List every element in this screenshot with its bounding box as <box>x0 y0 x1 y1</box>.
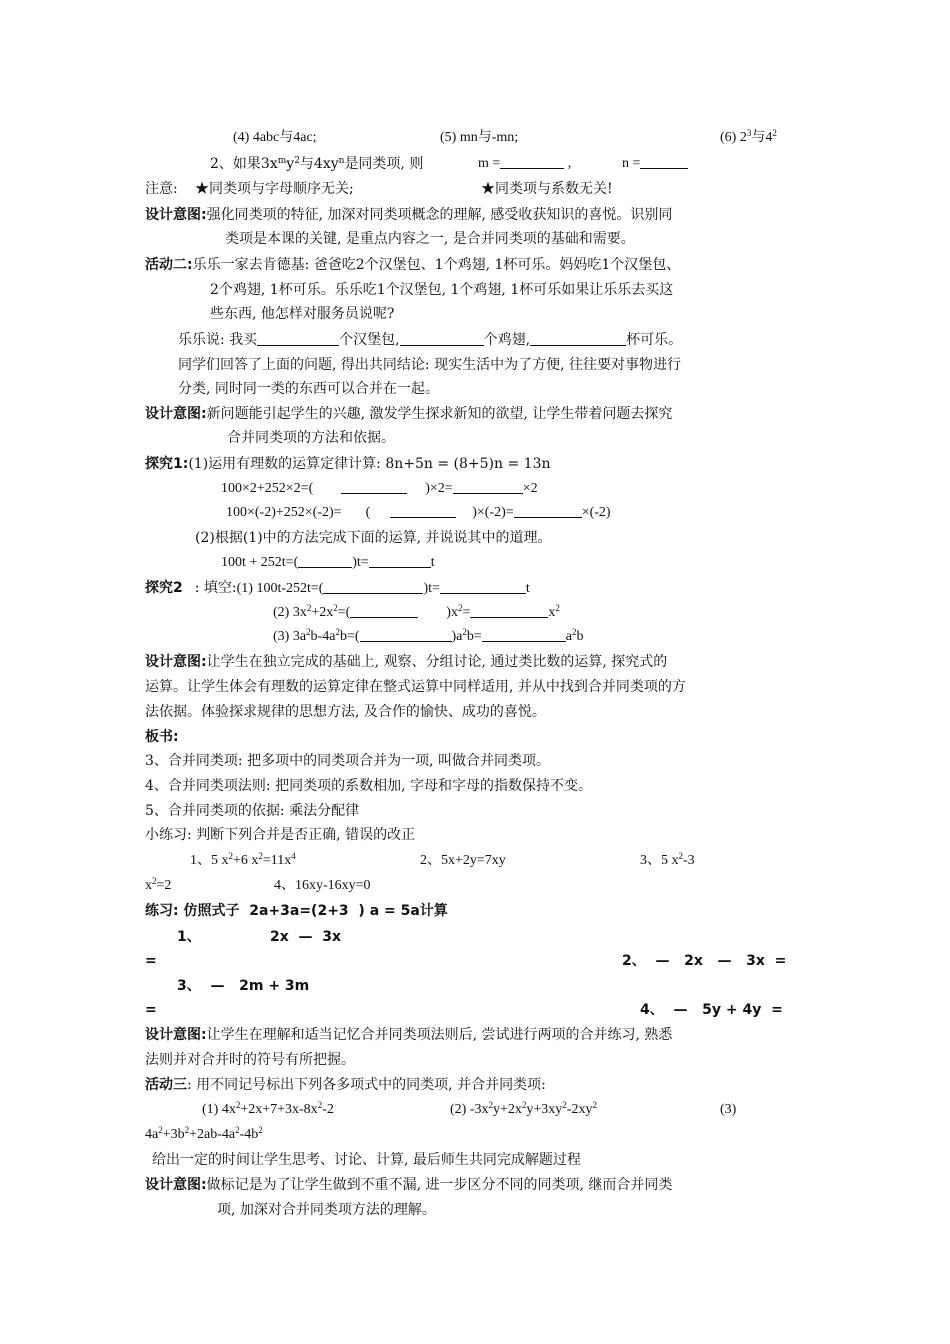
conclusion-cont: 分类, 同时同一类的东西可以合并在一起。 <box>178 381 439 397</box>
blank-2a1[interactable] <box>323 579 423 594</box>
note-label: 注意: <box>145 181 178 197</box>
quiz-2: 2、5x+2y=7xy <box>420 853 506 868</box>
lele-says: 乐乐说: 我买 个汉堡包, 个鸡翅, 杯可乐。 <box>178 332 683 348</box>
design-intent-2: 设计意图:新问题能引起学生的兴趣, 激发学生探求新知的欲望, 让学生带着问题去探究 <box>145 406 673 422</box>
blank-e1[interactable] <box>298 553 352 568</box>
design-intent-3-l2: 运算。让学生体会有理数的运算定律在整式运算中同样适用, 并从中找到合并同类项的方 <box>145 679 686 695</box>
note-2: ★同类项与系数无关! <box>481 181 613 197</box>
blank-n[interactable] <box>640 154 688 169</box>
design-intent-1: 设计意图:强化同类项的特征, 加深对同类项概念的理解, 感受收获知识的喜悦。识别同 <box>145 207 673 223</box>
activity-2-line3: 些东西, 他怎样对服务员说呢? <box>210 306 395 322</box>
blank-cola[interactable] <box>530 331 626 346</box>
activity-3-e1: (1) $4x^2+2x+7+3x-8x^2-2$ <box>202 1100 334 1117</box>
blank-2c1[interactable] <box>360 627 452 642</box>
board-3: 3、合并同类项: 把多项中的同类项合并为一项, 叫做合并同类项。 <box>145 753 550 769</box>
practice-3-eq: = <box>145 1002 157 1018</box>
activity-3-give: 给出一定的时间让学生思考、讨论、计算, 最后师生共同完成解题过程 <box>152 1152 581 1168</box>
explore-1: 探究1:(1)运用有理数的运算定律计算: 8n+5n = (8+5)n = 13n <box>145 456 551 472</box>
blank-2b2[interactable] <box>470 603 548 618</box>
design-intent-3-l3: 法依据。体验探求规律的思想方法, 及合作的愉快、成功的喜悦。 <box>145 704 546 720</box>
example-5: (5) mn与-mn; <box>440 130 519 145</box>
blank-2c2[interactable] <box>482 627 566 642</box>
explore-1-c: 100×(-2)+252×(-2)= ( )×(-2)= ×(-2) <box>226 505 611 520</box>
board-4: 4、合并同类项法则: 把同类项的系数相加, 字母和字母的指数保持不变。 <box>145 778 592 794</box>
practice-1: 1、 <box>177 929 201 945</box>
note-1: ★同类项与字母顺序无关; <box>195 181 354 197</box>
design-intent-5: 设计意图:做标记是为了让学生做到不重不漏, 进一步区分不同的同类项, 继而合并同类 <box>145 1177 673 1193</box>
explore-1-e: 100t + 252t=( )t= t <box>221 555 435 570</box>
example-6: (6) $2^3$与$4^2$ <box>720 128 777 145</box>
answer-n: n = <box>622 154 688 174</box>
explore-1-b: 100×2+252×2=( )×2= ×2 <box>221 481 538 496</box>
explore-2-b: (2) $3x^2+2x^2=$( )$x^2= x^2$ <box>273 603 560 620</box>
example-4: (4) 4abc与4ac; <box>233 130 317 145</box>
blank-burger[interactable] <box>257 331 339 346</box>
quiz-1: 1、5 $x^2+6$ $x^2=11x^4$ <box>190 851 296 868</box>
board-5: 5、合并同类项的依据: 乘法分配律 <box>145 803 360 819</box>
blank-b[interactable] <box>453 479 523 494</box>
activity-3: 活动三: 用不同记号标出下列各多项式中的同类项, 并合并同类项: <box>145 1077 546 1093</box>
practice-4: 4、 — 5y + 4y = <box>640 1002 783 1018</box>
practice-1-eq: = <box>145 953 157 969</box>
blank-2b1[interactable] <box>350 603 418 618</box>
quiz-3: 3、5 $x^2-3$ <box>640 851 695 868</box>
activity-2-line2: 2个鸡翅, 1杯可乐。乐乐吃1个汉堡包, 1个鸡翅, 1杯可乐如果让乐乐去买这 <box>210 282 674 298</box>
explore-1-d: (2)根据(1)中的方法完成下面的运算, 并说说其中的道理。 <box>195 530 552 546</box>
board-label: 板书: <box>145 729 179 745</box>
practice-2: 2、 — 2x — 3x = <box>622 953 787 969</box>
blank-m[interactable] <box>500 154 564 169</box>
conclusion: 同学们回答了上面的问题, 得出共同结论: 现实生活中为了方便, 往往要对事物进行 <box>178 357 681 373</box>
blank-wing[interactable] <box>400 331 484 346</box>
answer-m: m = , <box>478 156 572 171</box>
practice-title: 练习: 仿照式子 2a+3a=(2+3 ) a = 5a计算 <box>145 903 448 919</box>
activity-3-e3-label: (3) <box>720 1102 737 1117</box>
design-intent-1-cont: 类项是本课的关键, 是重点内容之一, 是合并同类项的基础和需要。 <box>225 231 635 247</box>
design-intent-4: 设计意图:让学生在理解和适当记忆合并同类项法则后, 尝试进行两项的合并练习, 熟悉 <box>145 1027 673 1043</box>
blank-2a2[interactable] <box>440 579 526 594</box>
quiz-3-cont: $x^2=2$ <box>145 876 172 893</box>
design-intent-3: 设计意图:让学生在独立完成的基础上, 观察、分组讨论, 通过类比数的运算, 探究式的 <box>145 654 668 670</box>
design-intent-5-cont: 项, 加深对合并同类项方法的理解。 <box>217 1202 436 1218</box>
activity-3-e2: (2) $-3x^2y+2x^2y+3xy^2-2xy^2$ <box>450 1100 597 1117</box>
quiz-4: 4、16xy-16xy=0 <box>274 878 371 893</box>
activity-3-e3: $4a^2+3b^2+2ab-4a^2-4b^2$ <box>145 1125 263 1142</box>
quiz-title: 小练习: 判断下列合并是否正确, 错误的改正 <box>145 827 416 843</box>
design-intent-4-cont: 法则并对合并时的符号有所把握。 <box>145 1052 355 1068</box>
practice-3: 3、 — 2m + 3m <box>177 978 310 994</box>
question-2: 2、如果$3x^my^2$与$4xy^n$是同类项, 则 <box>210 156 424 172</box>
explore-2-c: (3) $3a^2b-4a^2b=$( )$a^2b= a^2b$ <box>273 627 584 644</box>
blank-e2[interactable] <box>369 553 431 568</box>
blank-c[interactable] <box>514 503 582 518</box>
practice-1-expr: 2x — 3x <box>270 929 342 945</box>
design-intent-2-cont: 合并同类项的方法和依据。 <box>227 430 395 446</box>
explore-2: 探究2 : 填空:(1) 100t-252t=( )t= t <box>145 580 530 596</box>
activity-2: 活动二:乐乐一家去肯德基: 爸爸吃2个汉堡包、1个鸡翅, 1杯可乐。妈妈吃1个汉堡包、 <box>145 257 681 273</box>
